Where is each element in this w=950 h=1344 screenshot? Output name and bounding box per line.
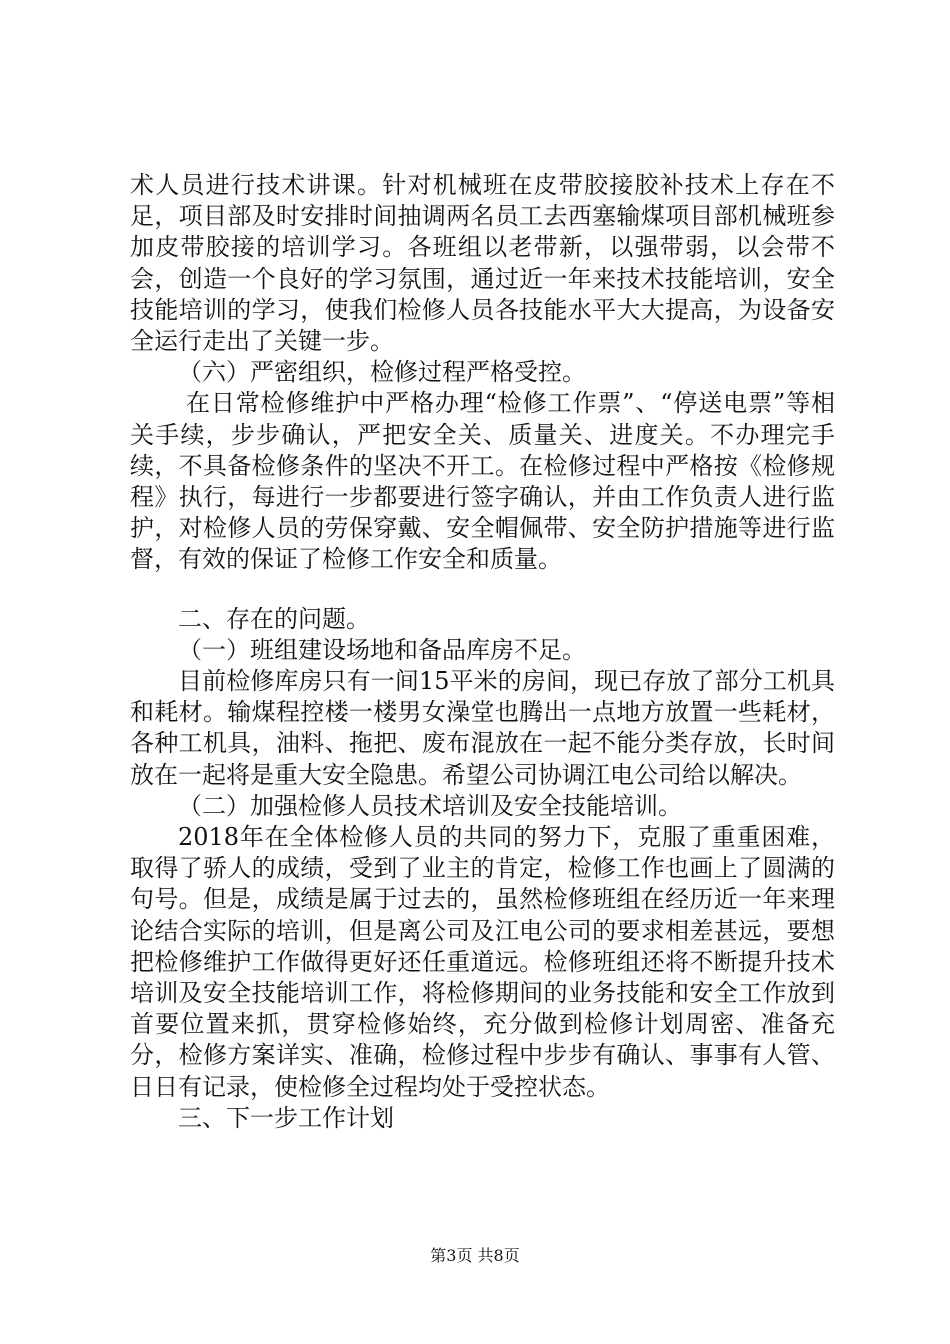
section-spacer <box>130 576 835 604</box>
document-body <box>130 170 835 1134</box>
paragraph-training-continued: 术人员进行技术讲课。针对机械班在皮带胶接胶补技术上存在不足，项目部及时安排时间抽调两名员工去西塞输煤项目部机械班参加皮带胶接的培训学习。各班组以老带新，以强带弱，以会带不会，创造一个良好的学习氛围，通过近一年来技术技能培训，安全技能培训的学习，使我们检修人员各技能水平大大提高，为设备安全运行走出了关键一步。 <box>130 171 835 356</box>
heading-storage-shortage: （一）班组建设场地和备品库房不足。 <box>178 635 586 664</box>
section-heading-problems: 二、存在的问题。 <box>178 604 370 633</box>
paragraph-maintenance-control: 在日常检修维护中严格办理“检修工作票”、“停送电票”等相关手续，步步确认，严把安全关、质量关、进度关。不办理完手续，不具备检修条件的坚决不开工。在检修过程中严格按《检修规程》执行，每进行一步都要进行签字确认，并由工作负责人进行监护，对检修人员的劳保穿戴、安全帽佩带、安全防护措施等进行监督，有效的保证了检修工作安全和质量。 <box>130 389 835 574</box>
page-number-footer: 第3页 共8页 <box>430 1246 520 1265</box>
section-heading-next-plan: 三、下一步工作计划 <box>178 1103 394 1132</box>
paragraph-storage-shortage: 目前检修库房只有一间15平米的房间，现已存放了部分工机具和耗材。输煤程控楼一楼男女澡堂也腾出一点地方放置一些耗材，各种工机具，油料、拖把、废布混放在一起不能分类存放，长时间放在一起将是重大安全隐患。希望公司协调江电公司给以解决。 <box>130 667 835 789</box>
heading-strict-organization: （六）严密组织，检修过程严格受控。 <box>178 358 586 387</box>
heading-strengthen-training: （二）加强检修人员技术培训及安全技能培训。 <box>178 791 682 820</box>
paragraph-strengthen-training: 2018年在全体检修人员的共同的努力下，克服了重重困难，取得了骄人的成绩，受到了业主的肯定，检修工作也画上了圆满的句号。但是，成绩是属于过去的，虽然检修班组在经历近一年来理论结合实际的培训，但是离公司及江电公司的要求相差甚远，要想把检修维护工作做得更好还任重道远。检修班组还将不断提升技术培训及安全技能培训工作，将检修期间的业务技能和安全工作放到首要位置来抓，贯穿检修始终，充分做到检修计划周密、准备充分，检修方案详实、准确，检修过程中步步有确认、事事有人管、日日有记录，使检修全过程均处于受控状态。 <box>130 823 835 1101</box>
